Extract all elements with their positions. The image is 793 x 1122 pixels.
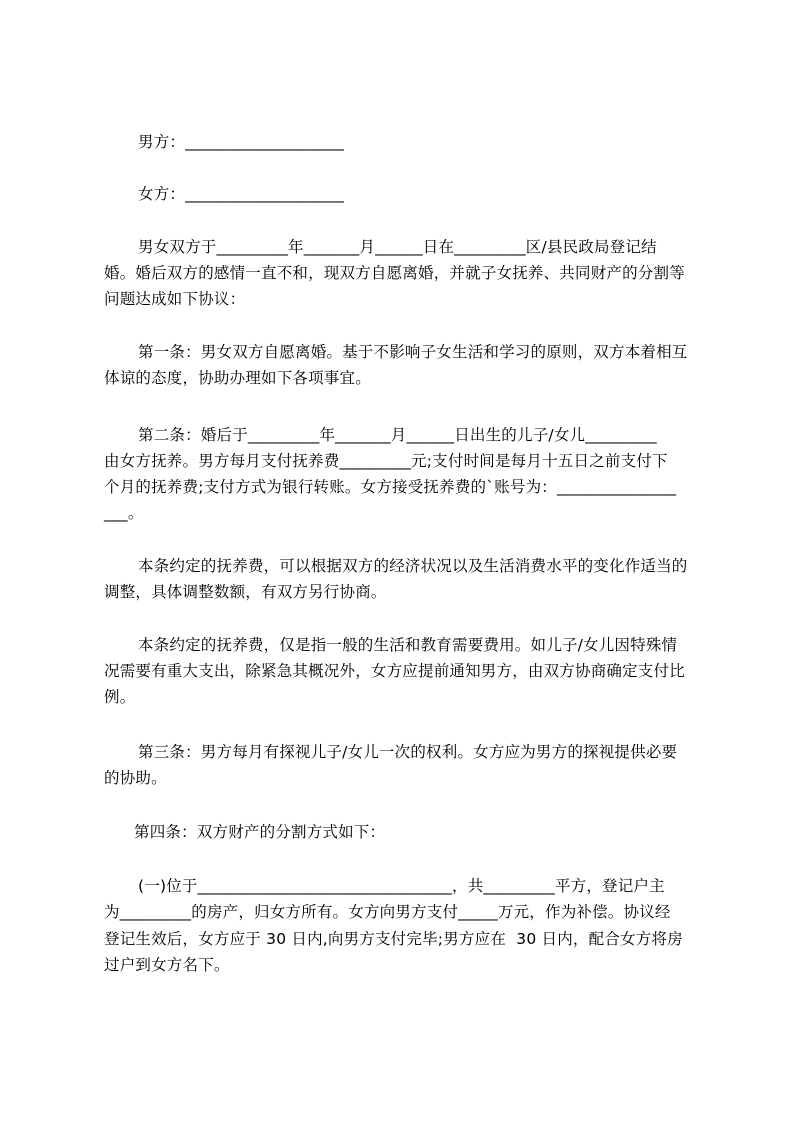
intro-line-1: 男女双方于_________年_______月______日在_________区/县民政局登记结: [138, 238, 657, 256]
article1-line-2: 体谅的态度，协助办理如下各项事宜。: [104, 369, 371, 387]
article1-line-1: 第一条：男女双方自愿离婚。基于不影响子女生活和学习的原则，双方本着相互: [138, 343, 688, 361]
article2-line-4: ___。: [104, 504, 144, 522]
article2-scope-line-1: 本条约定的抚养费，仅是指一般的生活和教育需要费用。如儿子/女儿因特殊情: [138, 636, 678, 654]
article2-line-3: 个月的抚养费;支付方式为银行转账。女方接受抚养费的`账号为：_______________: [104, 478, 677, 496]
female-party-line: 女方：____________________: [138, 185, 345, 203]
article4-line-1: 第四条：双方财产的分割方式如下：: [134, 823, 386, 841]
article2-line-2: 由女方抚养。男方每月支付抚养费_________元;支付时间是每月十五日之前支付下: [104, 452, 668, 470]
intro-line-3: 问题达成如下协议：: [104, 290, 246, 308]
intro-line-2: 婚。婚后双方的感情一直不和，现双方自愿离婚，并就子女抚养、共同财产的分割等: [104, 264, 685, 282]
article2-scope-line-2: 况需要有重大支出，除紧急其概况外，女方应提前通知男方，由双方协商确定支付比: [104, 662, 685, 680]
article4-item1-line-1: (一)位于________________________________，共_________平方，登记户主: [138, 877, 665, 895]
article4-item1-line-4: 过户到女方名下。: [104, 956, 230, 974]
male-party-line: 男方：____________________: [138, 133, 345, 151]
article2-scope-line-3: 例。: [104, 688, 136, 706]
article3-line-1: 第三条：男方每月有探视儿子/女儿一次的权利。女方应为男方的探视提供必要: [138, 743, 678, 761]
article4-item1-line-2: 为_________的房产，归女方所有。女方向男方支付_____万元，作为补偿。协议经: [104, 903, 671, 921]
article3-line-2: 的协助。: [104, 769, 167, 787]
article2-line-1: 第二条：婚后于_________年_______月______日出生的儿子/女儿_________: [138, 426, 657, 444]
article2-adjust-line-2: 调整，具体调整数额，有双方另行协商。: [104, 583, 387, 601]
article4-item1-line-3: 登记生效后，女方应于 30 日内,向男方支付完毕;男方应在 30 日内，配合女方将房: [104, 930, 683, 948]
article2-adjust-line-1: 本条约定的抚养费，可以根据双方的经济状况以及生活消费水平的变化作适当的: [138, 557, 688, 575]
